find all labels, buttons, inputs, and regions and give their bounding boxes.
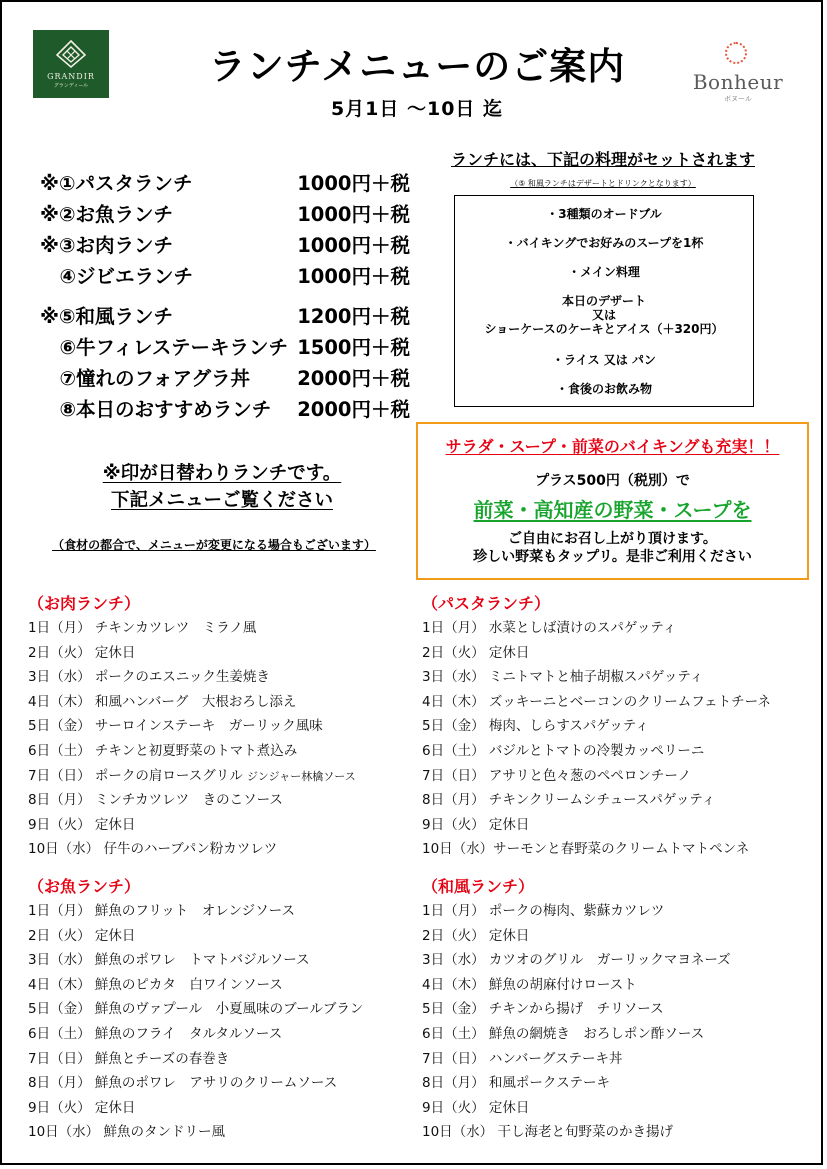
lunch-item (40, 228, 410, 259)
list-item: 6日（土） バジルとトマトの冷製カッペリーニ (422, 742, 705, 759)
list-item: 4日（木） ズッキーニとベーコンのクリームフェトチーネ (422, 693, 771, 710)
day-text: 7日（日） ポークの肩ロースグリル (28, 767, 243, 784)
list-item: 4日（木） 和風ハンバーグ 大根おろし添え (28, 693, 297, 710)
list-item: 3日（水） カツオのグリル ガーリックマヨネーズ (422, 952, 731, 969)
list-item: 9日（火） 定休日 (28, 816, 136, 833)
menu-change-disclaimer: （食材の都合で、メニューが変更になる場合もございます） (52, 538, 376, 552)
list-item: 5日（金） 梅肉、しらすスパゲッティ (422, 718, 649, 735)
day-sauce: ジンジャー林檎ソース (247, 769, 356, 783)
lunch-price-list (40, 166, 410, 423)
list-item: 4日（木） 鮮魚の胡麻付けロースト (422, 976, 637, 993)
list-item: 5日（金） サーロインステーキ ガーリック風味 (28, 718, 323, 735)
lunch-item (40, 361, 410, 392)
list-item: 4日（木） 鮮魚のピカタ 白ワインソース (28, 976, 283, 993)
lunch-name: ⑥牛フィレステーキランチ (40, 335, 288, 359)
set-item: 本日のデザート (561, 294, 646, 308)
list-item: 6日（土） チキンと初夏野菜のトマト煮込み (28, 742, 298, 759)
list-item: 8日（月） チキンクリームシチュースパゲッティ (422, 792, 716, 809)
lunch-item (40, 330, 410, 361)
set-item: ・ライス 又は パン (552, 353, 656, 367)
lunch-name: ※①パスタランチ (40, 171, 193, 195)
list-item: 3日（水） 鮮魚のポワレ トマトバジルソース (28, 952, 310, 969)
grandir-emblem-icon (54, 39, 88, 69)
set-item: ・メイン料理 (568, 265, 640, 279)
buffet-desc-line-1: ご自由にお召し上がり頂けます。 (508, 531, 717, 547)
daily-note-line-1: ※印が日替わりランチです。 (102, 463, 342, 484)
lunch-item (40, 299, 410, 330)
lunch-price: 2000円＋税 (297, 366, 410, 390)
set-subnote: （⑤ 和風ランチはデザートとドリンクとなります） (510, 179, 696, 188)
list-item: 7日（日） ハンバーグステーキ丼 (422, 1050, 623, 1067)
list-item: 1日（月） ポークの梅肉、紫蘇カツレツ (422, 903, 665, 919)
bonheur-logo-name: Bonheur (692, 70, 784, 94)
list-item: 2日（火） 定休日 (422, 644, 530, 661)
buffet-description (418, 530, 807, 566)
lunch-name: ※②お魚ランチ (40, 202, 173, 226)
fish-lunch-section (28, 875, 428, 1145)
list-item: 6日（土） 鮮魚の網焼き おろしポン酢ソース (422, 1025, 705, 1042)
lunch-item (40, 259, 410, 290)
lunch-name: ※③お肉ランチ (40, 233, 173, 257)
section-title: （お魚ランチ） (28, 877, 141, 896)
list-item: 5日（金） チキンから揚げ チリソース (422, 1001, 664, 1018)
lunch-name: ⑦憧れのフォアグラ丼 (40, 366, 250, 390)
list-item: 1日（月） 水菜としば漬けのスパゲッティ (422, 620, 677, 636)
set-item: ・3種類のオードブル (546, 207, 662, 221)
set-item: ショーケースのケーキとアイス（＋320円） (484, 322, 724, 336)
set-items-box (454, 195, 754, 407)
lunch-item (40, 197, 410, 228)
lunch-price: 1200円＋税 (297, 304, 410, 328)
list-item: 6日（土） 鮮魚のフライ タルタルソース (28, 1025, 283, 1042)
list-item: 10日（水） 干し海老と旬野菜のかき揚げ (422, 1124, 673, 1141)
japanese-lunch-section (422, 875, 822, 1145)
lunch-name: ④ジビエランチ (40, 264, 194, 288)
lunch-name: ⑧本日のおすすめランチ (40, 397, 272, 421)
lunch-price: 1000円＋税 (297, 264, 410, 288)
bonheur-logo-sub: ボヌール (724, 95, 752, 103)
lunch-price: 1500円＋税 (297, 335, 410, 359)
buffet-box (416, 422, 809, 580)
list-item: 8日（月） ミンチカツレツ きのこソース (28, 792, 283, 809)
set-item: 又は (591, 308, 616, 322)
list-item: 2日（火） 定休日 (422, 927, 530, 944)
buffet-title-text: サラダ・スープ・前菜のバイキングも充実！！ (445, 437, 780, 456)
buffet-highlight-text: 前菜・高知産の野菜・スープを (473, 498, 752, 522)
list-item: 8日（月） 鮮魚のポワレ アサリのクリームソース (28, 1075, 338, 1092)
meat-lunch-section (28, 592, 428, 862)
grandir-logo-name: GRANDIR (47, 72, 95, 81)
list-item (28, 764, 428, 789)
list-item: 8日（月） 和風ポークステーキ (422, 1075, 610, 1092)
buffet-price: プラス500円（税別）で (535, 473, 690, 489)
list-item: 2日（火） 定休日 (28, 927, 136, 944)
lunch-item (40, 166, 410, 197)
list-item: 3日（水） ミニトマトと柚子胡椒スパゲッティ (422, 669, 704, 686)
grandir-logo (33, 30, 109, 98)
lunch-item (40, 392, 410, 423)
set-heading: ランチには、下記の料理がセットされます (450, 150, 755, 169)
list-item: 1日（月） 鮮魚のフリット オレンジソース (28, 903, 295, 919)
list-item: 7日（日） 鮮魚とチーズの春巻き (28, 1050, 230, 1067)
buffet-desc-line-2: 珍しい野菜もタップリ。是非ご利用ください (473, 549, 752, 565)
daily-note-line-2: 下記メニューご覧ください (110, 490, 333, 511)
list-item: 5日（金） 鮮魚のヴァプール 小夏風味のブールブラン (28, 1001, 364, 1018)
buffet-highlight (418, 494, 807, 523)
section-title: （お肉ランチ） (28, 594, 141, 613)
list-item: 7日（日） アサリと色々葱のペペロンチーノ (422, 767, 692, 784)
list-item: 10日（水） 鮮魚のタンドリー風 (28, 1124, 225, 1141)
bonheur-ring-icon (725, 42, 747, 64)
list-item: 3日（水） ポークのエスニック生姜焼き (28, 669, 270, 686)
buffet-title (418, 434, 807, 457)
lunch-price: 1000円＋税 (297, 171, 410, 195)
set-item: ・食後のお飲み物 (555, 382, 652, 396)
grandir-logo-sub: グランディール (53, 83, 89, 89)
list-item: 10日（水） 仔牛のハーブパン粉カツレツ (28, 841, 278, 858)
list-item: 1日（月） チキンカツレツ ミラノ風 (28, 620, 257, 636)
list-item: 9日（火） 定休日 (422, 816, 530, 833)
lunch-price: 1000円＋税 (297, 202, 410, 226)
list-item: 9日（火） 定休日 (28, 1099, 136, 1116)
lunch-price: 1000円＋税 (297, 233, 410, 257)
lunch-price: 2000円＋税 (297, 397, 410, 421)
list-item: 2日（火） 定休日 (28, 644, 136, 661)
date-range: 5月1日 ～10日 迄 (330, 98, 504, 120)
set-item: ・バイキングでお好みのスープを1杯 (504, 236, 704, 250)
bonheur-logo (683, 42, 793, 102)
list-item: 9日（火） 定休日 (422, 1099, 530, 1116)
list-item: 10日（水）サーモンと春野菜のクリームトマトペンネ (422, 841, 750, 858)
pasta-lunch-section (422, 592, 822, 862)
lunch-name: ※⑤和風ランチ (40, 304, 173, 328)
daily-lunch-note (72, 460, 372, 514)
section-title: （パスタランチ） (422, 594, 551, 613)
section-title: （和風ランチ） (422, 877, 535, 896)
page-title: ランチメニューのご案内 (208, 45, 626, 88)
